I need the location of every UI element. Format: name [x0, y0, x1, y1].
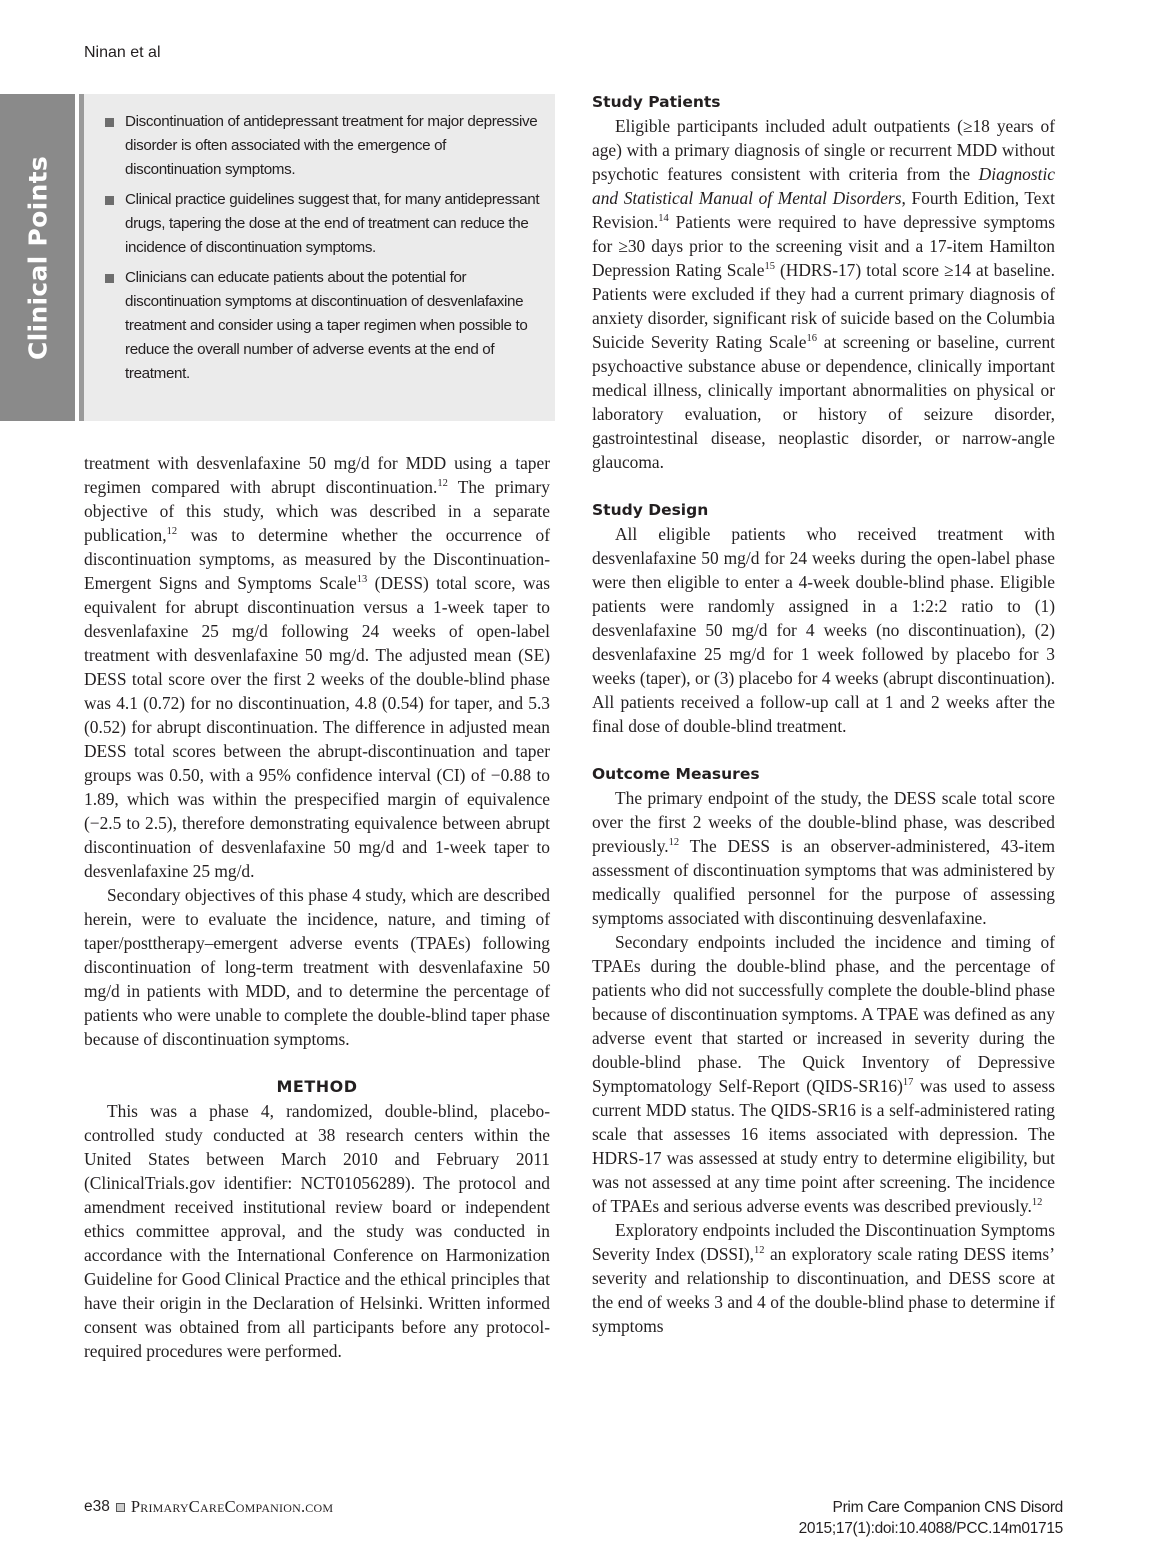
text-run: (DESS) total score, was equivalent for abrupt discontinuation versus a 1-week taper to desvenlafaxine 25 mg/d following 24 weeks of open-label treatment with desvenlafaxine 50 mg/d. The adjusted mean (SE) DESS total score over the first 2 weeks of the double-blind phase was 4.1 (0.72) for no discontinuation, 4.8 (0.54) for taper, and 5.3 (0.52) for abrupt discontinuation. The difference in adjusted mean DESS total scores between the abrupt-discontinuation and taper groups was 0.50, with a 95% confidence interval (CI) of −0.88 to 1.89, which was within the prespecified margin of equivalence (−2.5 to 2.5), therefore demonstrating equivalence between abrupt discontinuation of desvenlafaxine 50 mg/d and 1-week taper to desvenlafaxine 25 mg/d.	[84, 573, 550, 881]
reference-superscript: 12	[668, 837, 680, 848]
text-run: was used to assess current MDD status. The QIDS-SR16 is a self-administered rating scale that assesses 16 items associated with depression. The HDRS-17 was assessed at study entry to determine eligibility, but was not assessed at any time point after screening. The incidence of TPAEs and serious adverse events was described previously.	[592, 1076, 1055, 1216]
reference-superscript: 12	[166, 526, 178, 537]
clinical-point-text: Clinicians can educate patients about the potential for discontinuation symptoms at discontinuation of desvenlafaxine treatment and consider using a taper regimen when possible to reduce the overall number of adverse events at the end of treatment.	[125, 269, 528, 382]
text-run: (HDRS-17) total score ≥14 at baseline. Patients were excluded if they had a current primary diagnosis of anxiety disorder, significant risk of suicide based on the Columbia Suicide Severity Rating Scale	[592, 260, 1055, 352]
exploratory-endpoints-paragraph	[592, 1218, 1055, 1338]
text-run: an exploratory scale rating DESS items’ severity and relationship to discontinuation, and DESS score at the end of weeks 3 and 4 of the double-blind phase to determine if symptoms	[592, 1244, 1055, 1336]
study-patients-paragraph	[592, 114, 1055, 474]
square-bullet-icon	[105, 274, 114, 283]
text-run: The DESS is an observer-administered, 43-item assessment of discontinuation symptoms that was administered by medically qualified personnel for the purpose of assessing symptoms associated with discontinuing desvenlafaxine.	[592, 836, 1055, 928]
reference-superscript: 13	[356, 574, 368, 585]
intro-paragraph-continued	[84, 451, 550, 883]
reference-superscript: 12	[1031, 1197, 1043, 1208]
reference-superscript: 17	[902, 1077, 914, 1088]
secondary-endpoints-paragraph	[592, 930, 1055, 1218]
text-run: Patients were required to have depressive symptoms for ≥30 days prior to the screening visit and a 17-item Hamilton Depression Rating Scale	[592, 212, 1055, 280]
reference-superscript: 15	[764, 261, 775, 272]
text-run: treatment with desvenlafaxine 50 mg/d for MDD using a taper regimen compared with abrupt discontinuation.	[84, 453, 550, 497]
clinical-point-text: Clinical practice guidelines suggest that, for many antidepressant drugs, tapering the dose at the end of treatment can reduce the incidence of discontinuation symptoms.	[125, 191, 540, 256]
clinical-point-item	[125, 266, 543, 386]
clinical-points-tab-label: Clinical Points	[23, 155, 52, 360]
square-box-icon	[116, 1503, 125, 1512]
secondary-objectives-paragraph: Secondary objectives of this phase 4 study, which are described herein, were to evaluate the incidence, nature, and timing of taper/posttherapy–emergent adverse events (TPAEs) following discontinuation of long-term treatment with desvenlafaxine 50 mg/d in patients with MDD, and to determine the percentage of patients who were unable to complete the double-blind taper phase because of discontinuation symptoms.	[84, 885, 550, 1049]
running-head: Ninan et al	[84, 44, 161, 61]
method-paragraph: This was a phase 4, randomized, double-blind, placebo-controlled study conducted at 38 research centers within the United States between March 2010 and February 2011 (ClinicalTrials.gov identifier: NCT01056289). The protocol and amendment received institutional review board or independent ethics committee approval, and the study was conducted in accordance with the International Conference on Harmonization Guideline for Good Clinical Practice and the ethical principles that have their origin in the Declaration of Helsinki. Written informed consent was obtained from all participants before any protocol-required procedures were performed.	[84, 1101, 550, 1361]
square-bullet-icon	[105, 196, 114, 205]
outcome-measures-heading: Outcome Measures	[592, 765, 760, 783]
journal-name: Prim Care Companion CNS Disord	[832, 1499, 1063, 1516]
clinical-points-box	[79, 94, 555, 421]
text-run: The primary endpoint of the study, the DESS scale total score over the first 2 weeks of the double-blind phase, was described previously.	[592, 788, 1055, 856]
text-run: The primary objective of this study, which was described in a separate publication,	[84, 477, 551, 545]
reference-superscript: 16	[806, 333, 817, 344]
footer-left	[84, 1497, 333, 1517]
italic-title: Diagnostic and Statistical Manual of Mental Disorders	[592, 164, 1055, 208]
primary-endpoint-paragraph	[592, 786, 1055, 930]
reference-superscript: 14	[658, 213, 669, 224]
text-run: was to determine whether the occurrence of discontinuation symptoms, as measured by the Discontinuation-Emergent Signs and Symptoms Scale	[84, 525, 550, 593]
clinical-point-item	[125, 188, 543, 260]
text-run: Secondary endpoints included the incidence and timing of TPAEs during the double-blind phase, and the percentage of patients who did not successfully complete the double-blind phase because of discontinuation symptoms. A TPAE was defined as any adverse event that started or increased in severity during the double-blind phase. The Quick Inventory of Depressive Symptomatology Self-Report (QIDS-SR16)	[592, 932, 1055, 1096]
study-design-heading: Study Design	[592, 501, 709, 519]
text-run: , Fourth Edition, Text Revision.	[592, 188, 1055, 232]
reference-superscript: 12	[437, 478, 448, 489]
study-design-paragraph: All eligible patients who received treatment with desvenlafaxine 50 mg/d for 24 weeks during the open-label phase were then eligible to enter a 4-week double-blind phase. Eligible patients were randomly assigned in a 1:2:2 ratio to (1) desvenlafaxine 50 mg/d for 4 weeks (no discontinuation), (2) desvenlafaxine 25 mg/d for 1 week followed by placebo for 3 weeks (taper), or (3) placebo for 4 weeks (abrupt discontinuation). All patients received a follow-up call at 1 and 2 weeks after the final dose of double-blind treatment.	[592, 524, 1055, 736]
left-column	[84, 451, 550, 1363]
method-heading: METHOD	[276, 1077, 358, 1096]
footer-citation	[799, 1497, 1063, 1539]
clinical-point-text: Discontinuation of antidepressant treatment for major depressive disorder is often associated with the emergence of discontinuation symptoms.	[125, 113, 538, 178]
clinical-points-list	[84, 94, 555, 386]
text-run: at screening or baseline, current psychoactive substance abuse or dependence, clinically important medical illness, clinically important abnormalities on physical or laboratory evaluation, or history of seizure disorder, gastrointestinal disease, neoplastic disorder, or narrow-angle glaucoma.	[592, 332, 1055, 472]
reference-superscript: 12	[754, 1245, 765, 1256]
right-column	[592, 90, 1055, 1338]
page-number: e38	[84, 1498, 110, 1515]
text-run: Exploratory endpoints included the Discontinuation Symptoms Severity Index (DSSI),	[592, 1220, 1055, 1264]
study-patients-heading: Study Patients	[592, 93, 721, 111]
square-bullet-icon	[105, 118, 114, 127]
doi-citation: 2015;17(1):doi:10.4088/PCC.14m01715	[798, 1520, 1063, 1537]
clinical-point-item	[125, 110, 543, 182]
clinical-points-tab	[0, 94, 75, 421]
text-run: Eligible participants included adult outpatients (≥18 years of age) with a primary diagnosis of single or recurrent MDD without psychotic features consistent with criteria from the	[592, 116, 1055, 184]
site-name-link[interactable]: PrimaryCareCompanion.com	[130, 1497, 334, 1516]
